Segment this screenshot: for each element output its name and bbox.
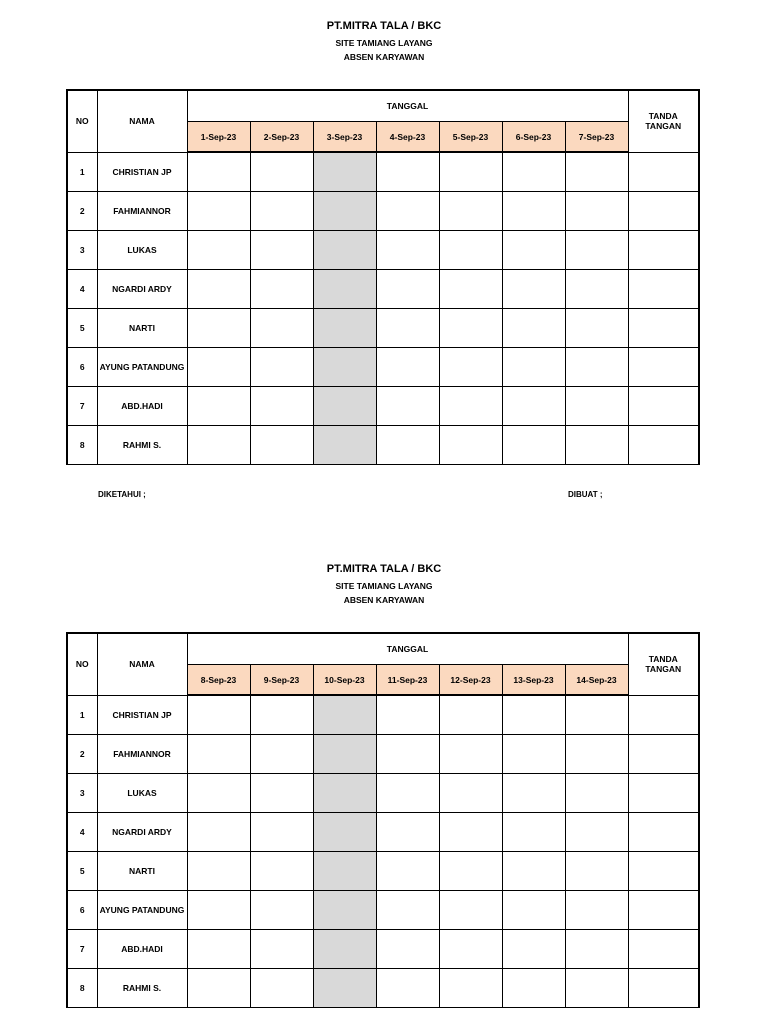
- attendance-cell[interactable]: [565, 969, 628, 1008]
- employee-no: 5: [67, 852, 97, 891]
- employee-name: RAHMI S.: [97, 426, 187, 465]
- signature-cell[interactable]: [628, 969, 699, 1008]
- attendance-cell[interactable]: [187, 270, 250, 309]
- attendance-cell[interactable]: [313, 231, 376, 270]
- employee-no: 4: [67, 270, 97, 309]
- attendance-cell[interactable]: [187, 852, 250, 891]
- attendance-cell[interactable]: [313, 152, 376, 192]
- attendance-cell[interactable]: [439, 348, 502, 387]
- document-title: ABSEN KARYAWAN: [343, 52, 425, 62]
- attendance-cell[interactable]: [313, 735, 376, 774]
- date-header: 4-Sep-23: [376, 122, 439, 153]
- attendance-cell[interactable]: [502, 231, 565, 270]
- attendance-cell[interactable]: [565, 930, 628, 969]
- column-header-nama: NAMA: [97, 90, 187, 152]
- table-row: [67, 891, 699, 930]
- signature-cell[interactable]: [628, 348, 699, 387]
- attendance-cell[interactable]: [502, 270, 565, 309]
- attendance-cell[interactable]: [250, 969, 313, 1008]
- attendance-cell[interactable]: [439, 735, 502, 774]
- attendance-cell[interactable]: [376, 309, 439, 348]
- date-header: 8-Sep-23: [187, 665, 250, 696]
- signature-cell[interactable]: [628, 192, 699, 231]
- employee-no: 3: [67, 231, 97, 270]
- attendance-cell[interactable]: [187, 891, 250, 930]
- employee-no: 2: [67, 192, 97, 231]
- attendance-cell[interactable]: [250, 774, 313, 813]
- attendance-cell[interactable]: [439, 231, 502, 270]
- attendance-cell[interactable]: [565, 774, 628, 813]
- attendance-cell[interactable]: [439, 270, 502, 309]
- attendance-cell[interactable]: [502, 309, 565, 348]
- table-row: [67, 348, 699, 387]
- attendance-cell[interactable]: [313, 969, 376, 1008]
- table-row: [67, 969, 699, 1008]
- column-header-tanda-tangan: TANDA TANGAN: [628, 633, 699, 695]
- attendance-cell[interactable]: [502, 813, 565, 852]
- employee-name: AYUNG PATANDUNG: [97, 348, 187, 387]
- signature-cell[interactable]: [628, 852, 699, 891]
- attendance-cell[interactable]: [565, 152, 628, 192]
- attendance-cell[interactable]: [439, 152, 502, 192]
- attendance-cell[interactable]: [565, 735, 628, 774]
- date-header: 7-Sep-23: [565, 122, 628, 153]
- signature-cell[interactable]: [628, 774, 699, 813]
- attendance-cell[interactable]: [502, 152, 565, 192]
- employee-name: ABD.HADI: [97, 387, 187, 426]
- attendance-cell[interactable]: [565, 309, 628, 348]
- attendance-cell[interactable]: [187, 813, 250, 852]
- attendance-cell[interactable]: [502, 192, 565, 231]
- attendance-cell[interactable]: [187, 930, 250, 969]
- attendance-cell[interactable]: [565, 426, 628, 465]
- date-header: 13-Sep-23: [502, 665, 565, 696]
- attendance-cell[interactable]: [502, 695, 565, 735]
- employee-name: LUKAS: [97, 231, 187, 270]
- attendance-cell[interactable]: [439, 813, 502, 852]
- date-header: 6-Sep-23: [502, 122, 565, 153]
- attendance-cell[interactable]: [313, 192, 376, 231]
- attendance-cell[interactable]: [313, 930, 376, 969]
- attendance-cell[interactable]: [187, 774, 250, 813]
- column-header-no: NO: [67, 633, 97, 695]
- date-header: 14-Sep-23: [565, 665, 628, 696]
- company-title: PT.MITRA TALA / BKC: [326, 563, 442, 575]
- attendance-cell[interactable]: [502, 348, 565, 387]
- attendance-cell[interactable]: [439, 774, 502, 813]
- employee-no: 2: [67, 735, 97, 774]
- attendance-cell[interactable]: [565, 348, 628, 387]
- attendance-cell[interactable]: [250, 930, 313, 969]
- attendance-cell[interactable]: [250, 387, 313, 426]
- attendance-cell[interactable]: [187, 735, 250, 774]
- table-row: [67, 231, 699, 270]
- date-header: 2-Sep-23: [250, 122, 313, 153]
- attendance-cell[interactable]: [187, 309, 250, 348]
- attendance-cell[interactable]: [187, 387, 250, 426]
- column-header-tanggal: TANGGAL: [187, 633, 628, 665]
- employee-no: 7: [67, 387, 97, 426]
- attendance-cell[interactable]: [250, 309, 313, 348]
- employee-no: 7: [67, 930, 97, 969]
- attendance-cell[interactable]: [376, 695, 439, 735]
- attendance-cell[interactable]: [376, 192, 439, 231]
- signature-cell[interactable]: [628, 695, 699, 735]
- table-row: [67, 735, 699, 774]
- attendance-cell[interactable]: [439, 695, 502, 735]
- footer-dibuat: DIBUAT ;: [568, 490, 603, 499]
- attendance-cell[interactable]: [250, 348, 313, 387]
- attendance-cell[interactable]: [565, 387, 628, 426]
- attendance-cell[interactable]: [313, 774, 376, 813]
- attendance-cell[interactable]: [502, 930, 565, 969]
- employee-name: NGARDI ARDY: [97, 270, 187, 309]
- site-name: SITE TAMIANG LAYANG: [335, 581, 433, 591]
- attendance-cell[interactable]: [250, 891, 313, 930]
- attendance-cell[interactable]: [376, 774, 439, 813]
- attendance-cell[interactable]: [376, 152, 439, 192]
- signature-cell[interactable]: [628, 231, 699, 270]
- attendance-cell[interactable]: [502, 774, 565, 813]
- attendance-cell[interactable]: [502, 387, 565, 426]
- employee-no: 1: [67, 152, 97, 192]
- employee-name: AYUNG PATANDUNG: [97, 891, 187, 930]
- employee-name: FAHMIANNOR: [97, 735, 187, 774]
- attendance-cell[interactable]: [250, 852, 313, 891]
- attendance-cell[interactable]: [187, 152, 250, 192]
- attendance-cell[interactable]: [376, 930, 439, 969]
- table-row: [67, 387, 699, 426]
- employee-no: 1: [67, 695, 97, 735]
- attendance-cell[interactable]: [502, 735, 565, 774]
- table-row: [67, 695, 699, 735]
- signature-cell[interactable]: [628, 270, 699, 309]
- date-header: 1-Sep-23: [187, 122, 250, 153]
- attendance-cell[interactable]: [376, 270, 439, 309]
- attendance-cell[interactable]: [565, 891, 628, 930]
- attendance-cell[interactable]: [439, 930, 502, 969]
- table-row: [67, 270, 699, 309]
- attendance-cell[interactable]: [439, 426, 502, 465]
- employee-name: NGARDI ARDY: [97, 813, 187, 852]
- attendance-cell[interactable]: [313, 387, 376, 426]
- date-header: 11-Sep-23: [376, 665, 439, 696]
- employee-name: NARTI: [97, 852, 187, 891]
- attendance-cell[interactable]: [250, 695, 313, 735]
- table-row: [67, 930, 699, 969]
- employee-no: 5: [67, 309, 97, 348]
- attendance-cell[interactable]: [313, 270, 376, 309]
- date-header: 12-Sep-23: [439, 665, 502, 696]
- attendance-cell[interactable]: [250, 735, 313, 774]
- employee-no: 4: [67, 813, 97, 852]
- attendance-cell[interactable]: [565, 231, 628, 270]
- column-header-tanggal: TANGGAL: [187, 90, 628, 122]
- signature-cell[interactable]: [628, 387, 699, 426]
- company-title: PT.MITRA TALA / BKC: [326, 20, 442, 32]
- employee-name: LUKAS: [97, 774, 187, 813]
- attendance-table: [66, 632, 700, 1008]
- employee-name: FAHMIANNOR: [97, 192, 187, 231]
- employee-name: CHRISTIAN JP: [97, 152, 187, 192]
- footer-diketahui: DIKETAHUI ;: [98, 490, 146, 499]
- attendance-cell[interactable]: [502, 852, 565, 891]
- employee-name: CHRISTIAN JP: [97, 695, 187, 735]
- attendance-cell[interactable]: [187, 969, 250, 1008]
- date-header: 3-Sep-23: [313, 122, 376, 153]
- attendance-cell[interactable]: [313, 426, 376, 465]
- attendance-cell[interactable]: [313, 813, 376, 852]
- attendance-cell[interactable]: [376, 852, 439, 891]
- column-header-nama: NAMA: [97, 633, 187, 695]
- attendance-cell[interactable]: [313, 852, 376, 891]
- attendance-cell[interactable]: [250, 813, 313, 852]
- attendance-cell[interactable]: [376, 891, 439, 930]
- attendance-cell[interactable]: [187, 192, 250, 231]
- table-row: [67, 774, 699, 813]
- employee-no: 3: [67, 774, 97, 813]
- attendance-cell[interactable]: [565, 695, 628, 735]
- employee-name: RAHMI S.: [97, 969, 187, 1008]
- attendance-cell[interactable]: [439, 387, 502, 426]
- attendance-cell[interactable]: [439, 969, 502, 1008]
- attendance-cell[interactable]: [376, 231, 439, 270]
- signature-cell[interactable]: [628, 735, 699, 774]
- table-row: [67, 426, 699, 465]
- employee-no: 8: [67, 969, 97, 1008]
- site-name: SITE TAMIANG LAYANG: [335, 38, 433, 48]
- attendance-cell[interactable]: [187, 695, 250, 735]
- attendance-cell[interactable]: [376, 426, 439, 465]
- employee-no: 6: [67, 891, 97, 930]
- attendance-cell[interactable]: [250, 231, 313, 270]
- attendance-cell[interactable]: [439, 891, 502, 930]
- attendance-table: [66, 89, 700, 465]
- header-row: [67, 633, 699, 665]
- table-row: [67, 852, 699, 891]
- signature-cell[interactable]: [628, 930, 699, 969]
- attendance-cell[interactable]: [439, 309, 502, 348]
- attendance-cell[interactable]: [250, 270, 313, 309]
- signature-cell[interactable]: [628, 426, 699, 465]
- attendance-cell[interactable]: [313, 348, 376, 387]
- attendance-cell[interactable]: [376, 969, 439, 1008]
- employee-name: ABD.HADI: [97, 930, 187, 969]
- attendance-cell[interactable]: [187, 348, 250, 387]
- attendance-cell[interactable]: [439, 192, 502, 231]
- attendance-cell[interactable]: [376, 387, 439, 426]
- attendance-cell[interactable]: [565, 813, 628, 852]
- signature-cell[interactable]: [628, 891, 699, 930]
- attendance-cell[interactable]: [565, 270, 628, 309]
- column-header-no: NO: [67, 90, 97, 152]
- attendance-cell[interactable]: [313, 891, 376, 930]
- attendance-cell[interactable]: [439, 852, 502, 891]
- header-row: [67, 90, 699, 122]
- attendance-cell[interactable]: [187, 426, 250, 465]
- signature-cell[interactable]: [628, 813, 699, 852]
- document-title: ABSEN KARYAWAN: [343, 595, 425, 605]
- attendance-cell[interactable]: [565, 852, 628, 891]
- attendance-cell[interactable]: [502, 969, 565, 1008]
- signature-cell[interactable]: [628, 309, 699, 348]
- table-row: [67, 309, 699, 348]
- date-header: 10-Sep-23: [313, 665, 376, 696]
- attendance-cell[interactable]: [187, 231, 250, 270]
- attendance-cell[interactable]: [250, 426, 313, 465]
- table-row: [67, 152, 699, 192]
- date-header: 5-Sep-23: [439, 122, 502, 153]
- employee-no: 8: [67, 426, 97, 465]
- attendance-cell[interactable]: [313, 309, 376, 348]
- table-row: [67, 813, 699, 852]
- attendance-cell[interactable]: [376, 348, 439, 387]
- attendance-cell[interactable]: [565, 192, 628, 231]
- attendance-cell[interactable]: [313, 695, 376, 735]
- signature-cell[interactable]: [628, 152, 699, 192]
- employee-no: 6: [67, 348, 97, 387]
- attendance-cell[interactable]: [502, 891, 565, 930]
- column-header-tanda-tangan: TANDA TANGAN: [628, 90, 699, 152]
- employee-name: NARTI: [97, 309, 187, 348]
- attendance-cell[interactable]: [502, 426, 565, 465]
- attendance-cell[interactable]: [376, 813, 439, 852]
- attendance-cell[interactable]: [250, 192, 313, 231]
- attendance-cell[interactable]: [250, 152, 313, 192]
- date-header: 9-Sep-23: [250, 665, 313, 696]
- table-row: [67, 192, 699, 231]
- attendance-cell[interactable]: [376, 735, 439, 774]
